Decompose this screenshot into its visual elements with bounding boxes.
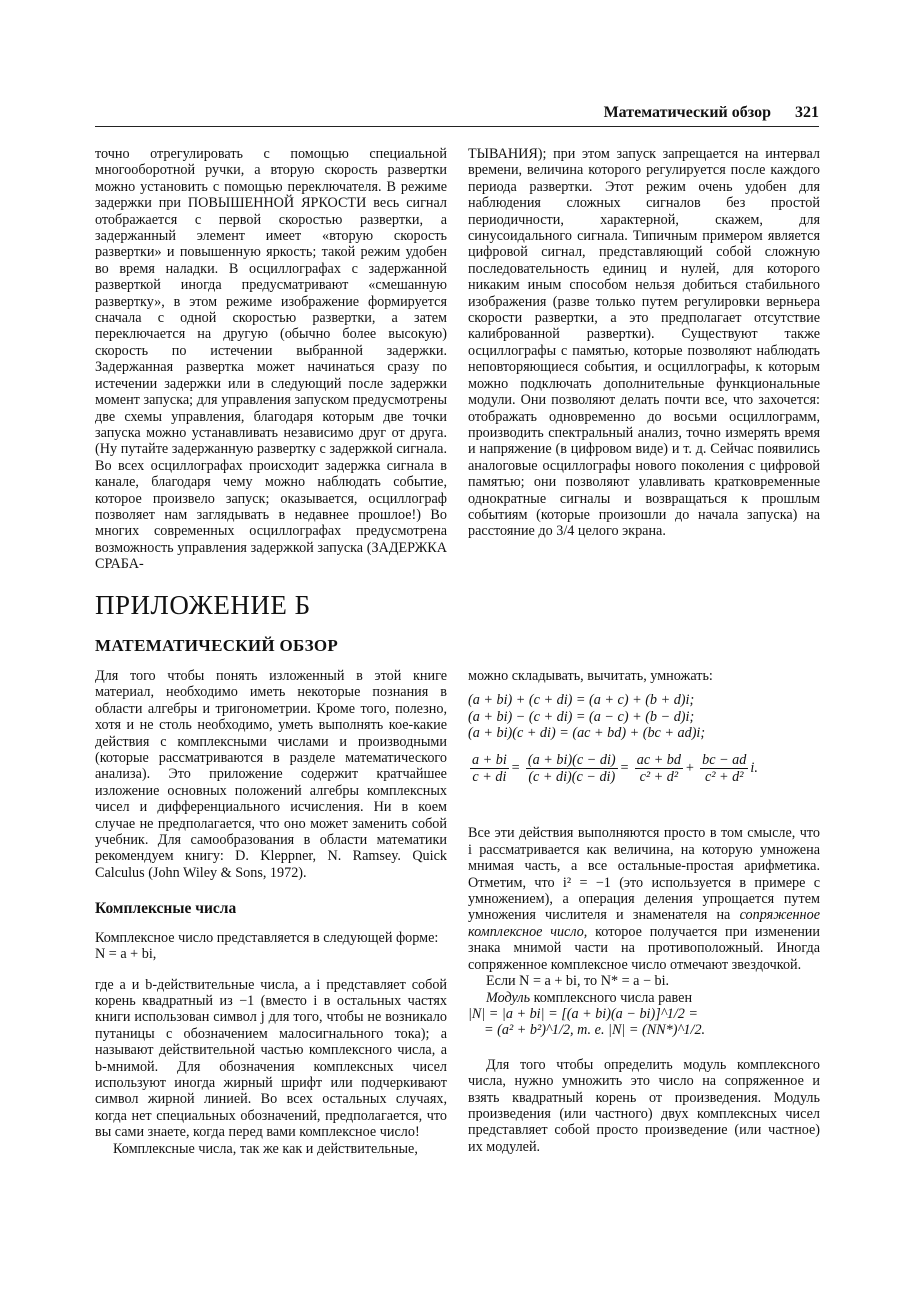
page-number: 321 [795,104,819,121]
paragraph: Комплексные числа, так же как и действительные, [113,1140,418,1157]
fraction: $\frac{bc - ad}{\text{c² + d²}}$ [702,751,747,786]
emphasis-text: Модуль [486,989,531,1006]
paragraph: где a и b-действительные числа, а i представляет собой корень квадратный из −1 (вместо i в остальных частях книги использован символ j для того, чтобы не возникало путаницы с обозначением малосигнального тока); a называют действительной частью комплексного числа, а b-мнимой. Для обозначения комплексных чисел используют иногда жирный шрифт или подчеркивают символ жирной линией. Во всех остальных случаях, когда нет специальных обозначений, предполагается, что вы сами знаете, когда перед вами комплексное число! [95,976,447,1141]
equation-complex-number: N = a + bi, [95,946,157,963]
equation-subtraction: (a + bi) − (c + di) = (a − c) + (b − d)i; [468,708,695,725]
emphasis-text: сопряженное комплексное число, [468,907,820,940]
appendix-title: ПРИЛОЖЕНИЕ Б [95,590,311,620]
bottom-right-column [468,668,820,1155]
fraction: $\frac{a + bi}{c + di}$ [472,751,507,786]
equation-modulus-1: |N| = |a + bi| = [(a + bi)(a − bi)]^1/2 = [468,1005,698,1022]
paragraph: Все эти действия выполняются просто в том смысле, что i рассматривается как величина, на которую умножена мнимая часть, а все остальные-простая арифметика. Отметим, что i² = −1 (это используется в примере с умножением), а операция деления упрощается путем умножения числителя и знаменателя на сопряженное комплексное число, которое получается при изменении знака мнимой части на противоположный. Иногда сопряженное комплексное число отмечают звездочкой. [468,825,820,973]
paragraph: можно складывать, вычитать, умножать: [468,668,713,684]
paragraph: Модуль комплексного числа равен [486,989,693,1006]
equation-addition: (a + bi) + (c + di) = (a + c) + (b + d)i; [468,692,695,709]
paragraph: Для того чтобы определить модуль комплексного числа, нужно умножить это число на сопряженное и взять квадратный корень от произведения. Модуль произведения (или частного) двух комплексных чисел представляет собой просто произведение (или частное) их модулей. [468,1056,820,1155]
section-title: МАТЕМАТИЧЕСКИЙ ОБЗОР [95,636,339,655]
equation-division: $\frac{a + bi}{c + di}$ = $\frac{(a + bi)(c - di)}{(c + di)(c - di)}$ = $\frac{ac + bd}{\text{c² + d²}}$ + $\frac{bc - ad}{\text{c² + d²}}$ i. [472,751,758,786]
equation-conjugate: Если N = a + bi, то N* = a − bi. [486,973,670,990]
running-header [95,100,819,127]
equation-multiplication: (a + bi)(c + di) = (ac + bd) + (bc + ad)i; [468,725,706,742]
fraction: $\frac{ac + bd}{\text{c² + d²}}$ [636,751,681,786]
top-left-column [95,146,447,573]
bottom-left-column [95,668,447,1157]
paragraph: ТЫВАНИЯ); при этом запуск запрещается на интервал времени, величина которого регулируется после каждого периода развертки. Этот режим очень удобен для наблюдения сложных сигналов без простой периодичности, характерной, скажем, для синусоидального сигнала. Типичным примером является цифровой сигнал, представляющий собой сложную последовательность единиц и нулей, для которого никаким иным способом нельзя добиться стабильного изображения (разве только путем регулировки верньера скорости развертки, а это предполагает отсутствие калиброванной развертки). Существуют также осциллографы с памятью, которые позволяют наблюдать неповторяющиеся события, и осциллографы, к которым можно подключать дополнительные функциональные модули. Они позволяют делать почти все, что захочется: отображать одновременно до восьми осциллограмм, производить спектральный анализ, точно измерять время и напряжение (в цифровом виде) и т. д. Сейчас появились аналоговые осциллографы нового поколения с цифровой памятью; они позволяют улавливать кратковременные однократные сигналы и возвращаться к прошлым событиям (которые произошли до начала запуска) на расстояние до 3/4 целого экрана. [468,146,820,540]
intro-paragraph: Для того чтобы понять изложенный в этой книге материал, необходимо иметь некоторые познания в области алгебры и тригонометрии. Кроме того, полезно, хотя и не столь необходимо, уметь выполнять кое-какие действия с комплексными числами и производными (которые рассматриваются в разделе математического анализа). Это приложение содержит кратчайшее изложение основных положений алгебры комплексных чисел и дифференциального исчисления. Ни в коем случае не предполагается, что оно может заменить собой учебник. Для самообразования в области математики рекомендуем книгу: D. Kleppner, N. Ramsey. Quick Calculus (John Wiley & Sons, 1972). [95,668,447,881]
subsection-title: Комплексные числа [95,900,237,918]
paragraph: Комплексное число представляется в следующей форме: [95,929,439,946]
header-title: Математический обзор [603,104,771,121]
fraction: $\frac{(a + bi)(c - di)}{(c + di)(c - di)}$ [527,751,616,786]
top-right-column [468,146,820,540]
equation-modulus-2: = (a² + b²)^1/2, т. е. |N| = (NN*)^1/2. [484,1022,706,1039]
paragraph: точно отрегулировать с помощью специальной многооборотной ручки, а вторую скорость развертки можно установить с помощью переключателя. В режиме задержки при ПОВЫШЕННОЙ ЯРКОСТИ весь сигнал отображается с первой скоростью развертки, а задержанный элемент имеет «вторую скорость развертки» и повышенную яркость; такой режим удобен во время наладки. В осциллографах с задержанной разверткой иногда предусматривают «смешанную развертку», в этом режиме изображение формируется сначала с одной скоростью развертки, а затем переключается на другую (обычно более высокую) скорость по истечении выбранной задержки. Задержанная развертка может начинаться сразу по истечении задержки или в следующий после задержки момент запуска; для управления запуском предусмотрены две схемы управления, благодаря которым две точки запуска можно устанавливать независимо друг от друга. (Ну путайте задержанную развертку с задержкой сигнала. Во всех осциллографах происходит задержка сигнала в канале, благодаря чему можно наблюдать событие, которое произвело запуск; оказывается, осциллограф позволяет нам заглядывать в недавнее прошлое!) Во многих современных осциллографах предусмотрена возможность управления задержкой запуска (ЗАДЕРЖКА СРАБА- [95,146,447,573]
